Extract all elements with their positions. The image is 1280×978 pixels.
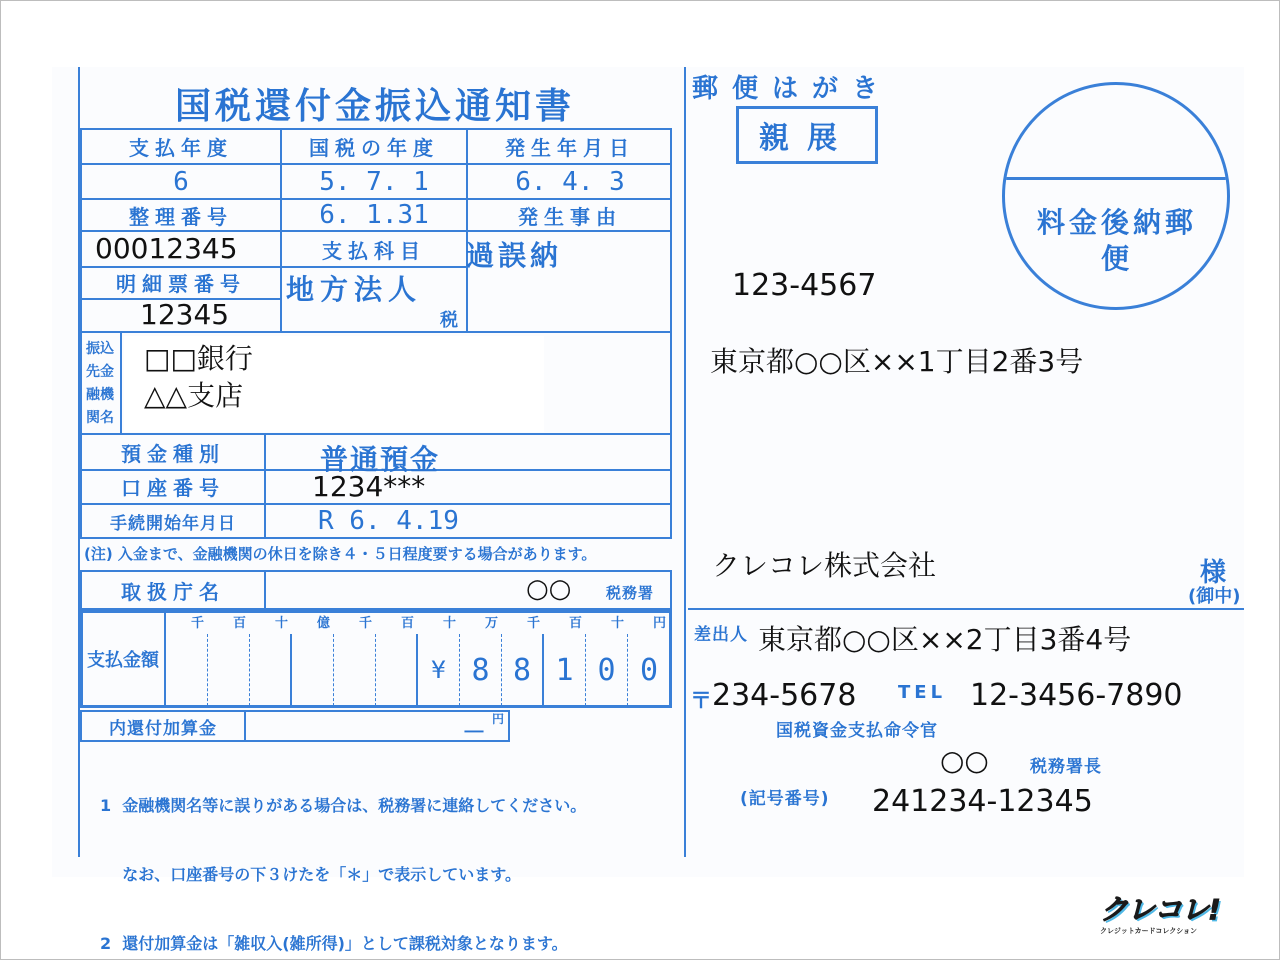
- form-notes: [100, 748, 586, 978]
- header-hassei-jiyu: 発生事由: [518, 204, 622, 229]
- note-line: 1 金融機関名等に誤りがある場合は、税務署に連絡してください。: [100, 796, 587, 815]
- amount-digit: [376, 634, 418, 706]
- tetsuzuki-label: 手続開始年月日: [110, 514, 236, 534]
- office-suffix: 税務署: [606, 584, 655, 602]
- amount-unit: 十: [442, 616, 456, 631]
- amount-unit: 円: [652, 616, 666, 631]
- amount-unit: 千: [190, 616, 204, 631]
- shinten-box: 親展: [736, 106, 878, 164]
- kurekore-logo: [1100, 888, 1250, 934]
- amount-grid: [166, 612, 670, 706]
- amount-unit-row: [166, 612, 670, 634]
- yokin-shubetsu-value: 普通預金: [320, 443, 441, 476]
- seiri-bango-value: 00012345: [95, 232, 238, 265]
- header-meisai-bango: 明細票番号: [116, 271, 246, 296]
- value-kokuzei-nendo: 5. 7. 1: [319, 166, 429, 197]
- amount-unit: 万: [484, 616, 498, 631]
- stamp-text: 料金後納郵便: [1037, 206, 1198, 275]
- note-line: 2 還付加算金は「雑収入(雑所得)」として課税対象となります。: [100, 934, 568, 953]
- recipient-postal-code: 123-4567: [732, 268, 877, 303]
- logo-sub: クレジットカードコレクション: [1100, 927, 1198, 935]
- postage-stamp: [1002, 82, 1230, 310]
- tel-label: TEL: [898, 682, 947, 703]
- chiho-hojin-label: 地方法人: [286, 273, 423, 306]
- kigo-value: 241234-12345: [872, 784, 1093, 819]
- amount-unit: 十: [274, 616, 288, 631]
- header-kokuzei-nendo: 国税の年度: [309, 136, 439, 160]
- value-shiharai-nendo: 6: [173, 166, 189, 197]
- header-shiharai-kamoku: 支払科目: [322, 238, 426, 263]
- recipient-name: クレコレ株式会社: [712, 549, 937, 582]
- amount-digit: [334, 634, 376, 706]
- amount-label: 支払金額: [87, 650, 159, 671]
- postcard-header: 郵便はがき: [692, 74, 893, 104]
- value-kokuzei-nendo-2: 6. 1.31: [319, 200, 429, 230]
- tel-value: 12-3456-7890: [970, 678, 1183, 713]
- honorific-sub: (御中): [1188, 586, 1241, 607]
- office-name: ○○: [526, 574, 572, 604]
- amount-unit: 百: [232, 616, 246, 631]
- amount-digit: 8: [460, 634, 502, 706]
- header-shiharai-nendo: 支払年度: [129, 136, 233, 160]
- amount-digit: [250, 634, 292, 706]
- koza-bango-value: 1234***: [312, 470, 426, 503]
- uchi-value: －: [462, 718, 486, 746]
- koza-bango-label: 口座番号: [121, 476, 225, 500]
- uchi-label: 内還付加算金: [109, 718, 217, 739]
- payer-suffix: 税務署長: [1030, 757, 1102, 777]
- amount-digit-row: [166, 634, 670, 706]
- value-hassei-date: 6. 4. 3: [515, 166, 625, 197]
- recipient-address: 東京都○○区××1丁目2番3号: [710, 345, 1084, 378]
- amount-unit: 百: [400, 616, 414, 631]
- honorific: 様: [1200, 558, 1227, 588]
- amount-unit: 億: [316, 616, 330, 631]
- amount-digit: 0: [639, 652, 659, 688]
- branch-name: △△支店: [144, 379, 244, 412]
- bank-side-label: 振込先金融機関名: [86, 341, 114, 426]
- uchi-unit: 円: [492, 712, 505, 726]
- payer-office: ○○: [940, 744, 989, 777]
- note-line: なお、口座番号の下３けたを「＊」で表示しています。: [100, 865, 522, 884]
- header-hassei-date: 発生年月日: [505, 136, 635, 160]
- sender-postal-code: 234-5678: [712, 678, 857, 713]
- payer-title: 国税資金支払命令官: [776, 721, 938, 741]
- form-title: 国税還付金振込通知書: [174, 86, 575, 127]
- amount-unit: 百: [568, 616, 582, 631]
- amount-digit: 1: [544, 634, 586, 706]
- toriatsukai-label: 取扱庁名: [121, 579, 225, 604]
- yokin-shubetsu-label: 預金種別: [121, 442, 225, 466]
- tetsuzuki-value: R 6. 4.19: [318, 506, 459, 536]
- sender-label: 差出人: [694, 625, 748, 645]
- sender-address: 東京都○○区××2丁目3番4号: [758, 623, 1132, 656]
- amount-digit: [166, 634, 208, 706]
- sender-postal-mark: 〒: [690, 689, 713, 714]
- form-note: (注) 入金まで、金融機関の休日を除き４・５日程度要する場合があります。: [84, 545, 597, 563]
- amount-digit: [292, 634, 334, 706]
- amount-digit: ¥: [418, 634, 460, 706]
- meisai-bango-value: 12345: [140, 298, 230, 331]
- header-seiri-bango: 整理番号: [129, 204, 233, 229]
- amount-digit: 0: [586, 634, 628, 706]
- logo-text: クレコレ!: [1100, 893, 1220, 926]
- zei-label: 税: [440, 310, 458, 331]
- bank-name: □□銀行: [144, 342, 253, 375]
- amount-unit: 千: [526, 616, 540, 631]
- amount-digit: 8: [502, 634, 544, 706]
- amount-unit: 十: [610, 616, 624, 631]
- kigo-label: (記号番号): [740, 789, 830, 809]
- shiharai-kamoku-value: 過誤納: [466, 239, 563, 272]
- amount-digit: [208, 634, 250, 706]
- amount-unit: 千: [358, 616, 372, 631]
